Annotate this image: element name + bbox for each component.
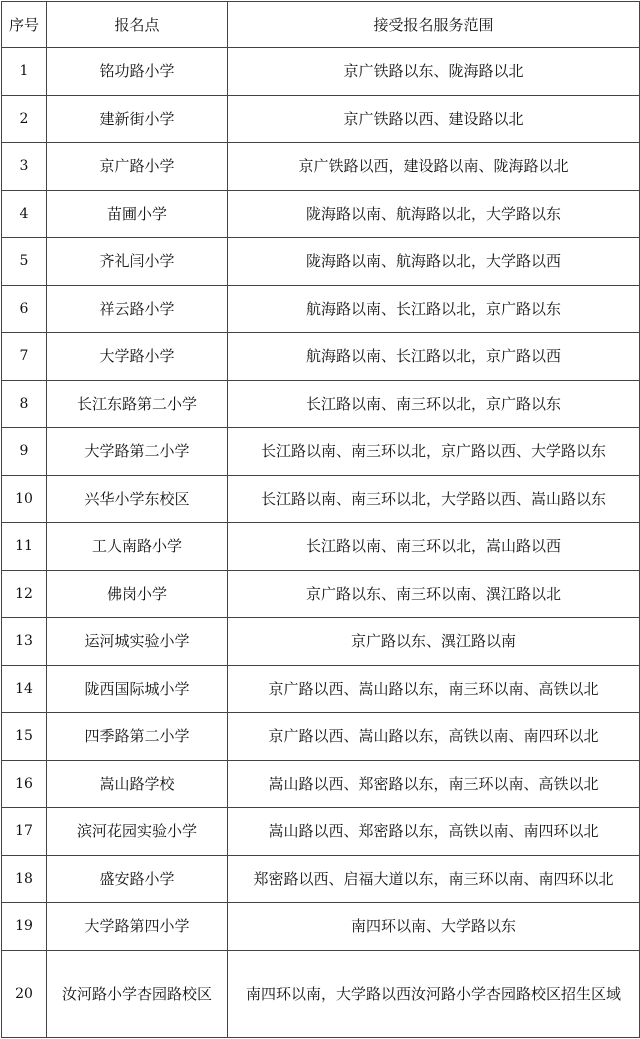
school-name-cell: 大学路第二小学 (47, 428, 228, 476)
service-range-cell: 京广铁路以东、陇海路以北 (228, 48, 640, 96)
table-row (2, 618, 640, 666)
table-row (2, 95, 640, 143)
table-row (2, 713, 640, 761)
service-range-cell: 航海路以南、长江路以北，京广路以东 (228, 285, 640, 333)
row-number-cell: 12 (2, 570, 47, 618)
row-number-cell: 9 (2, 428, 47, 476)
school-name-cell: 佛岗小学 (47, 570, 228, 618)
service-range-cell: 京广路以西、嵩山路以东，南三环以南、高铁以北 (228, 665, 640, 713)
service-range-cell: 长江路以南、南三环以北，京广路以东 (228, 380, 640, 428)
service-range-cell: 嵩山路以西、郑密路以东，高铁以南、南四环以北 (228, 808, 640, 856)
row-number-cell: 4 (2, 190, 47, 238)
school-name-cell: 嵩山路学校 (47, 760, 228, 808)
table-row (2, 285, 640, 333)
table-row (2, 190, 640, 238)
school-name-cell: 四季路第二小学 (47, 713, 228, 761)
school-name-cell: 滨河花园实验小学 (47, 808, 228, 856)
table-row (2, 570, 640, 618)
row-number-cell: 11 (2, 523, 47, 571)
header-row (2, 2, 640, 48)
service-range-cell: 南四环以南，大学路以西汝河路小学杏园路校区招生区域 (228, 950, 640, 1037)
school-name-cell: 祥云路小学 (47, 285, 228, 333)
table-row (2, 475, 640, 523)
service-range-cell: 长江路以南、南三环以北，大学路以西、嵩山路以东 (228, 475, 640, 523)
school-name-cell: 汝河路小学杏园路校区 (47, 950, 228, 1037)
table-row (2, 855, 640, 903)
row-number-cell: 19 (2, 903, 47, 951)
row-number-cell: 2 (2, 95, 47, 143)
table-row (2, 950, 640, 1037)
school-name-cell: 铭功路小学 (47, 48, 228, 96)
header-number: 序号 (2, 2, 47, 48)
service-range-cell: 嵩山路以西、郑密路以东，南三环以南、高铁以北 (228, 760, 640, 808)
service-range-cell: 南四环以南、大学路以东 (228, 903, 640, 951)
header-school: 报名点 (47, 2, 228, 48)
service-range-cell: 京广路以东、潩江路以南 (228, 618, 640, 666)
row-number-cell: 18 (2, 855, 47, 903)
table-row (2, 760, 640, 808)
school-name-cell: 盛安路小学 (47, 855, 228, 903)
service-range-cell: 陇海路以南、航海路以北，大学路以西 (228, 238, 640, 286)
service-range-cell: 陇海路以南、航海路以北，大学路以东 (228, 190, 640, 238)
service-range-cell: 长江路以南、南三环以北，嵩山路以西 (228, 523, 640, 571)
table-row (2, 143, 640, 191)
service-range-cell: 郑密路以西、启福大道以东，南三环以南、南四环以北 (228, 855, 640, 903)
table-row (2, 380, 640, 428)
school-name-cell: 京广路小学 (47, 143, 228, 191)
row-number-cell: 13 (2, 618, 47, 666)
table-row (2, 333, 640, 381)
row-number-cell: 7 (2, 333, 47, 381)
school-name-cell: 工人南路小学 (47, 523, 228, 571)
row-number-cell: 15 (2, 713, 47, 761)
school-name-cell: 大学路小学 (47, 333, 228, 381)
table-body (2, 48, 640, 1038)
service-range-cell: 京广铁路以西、建设路以北 (228, 95, 640, 143)
table-row (2, 238, 640, 286)
table-row (2, 428, 640, 476)
header-range: 接受报名服务范围 (228, 2, 640, 48)
service-range-cell: 航海路以南、长江路以北，京广路以西 (228, 333, 640, 381)
table-row (2, 808, 640, 856)
service-range-cell: 京广路以东、南三环以南、潩江路以北 (228, 570, 640, 618)
row-number-cell: 5 (2, 238, 47, 286)
row-number-cell: 17 (2, 808, 47, 856)
row-number-cell: 6 (2, 285, 47, 333)
row-number-cell: 20 (2, 950, 47, 1037)
school-name-cell: 大学路第四小学 (47, 903, 228, 951)
enrollment-table (1, 1, 640, 1038)
table-row (2, 665, 640, 713)
row-number-cell: 3 (2, 143, 47, 191)
table-row (2, 523, 640, 571)
school-name-cell: 运河城实验小学 (47, 618, 228, 666)
table-header (2, 2, 640, 48)
row-number-cell: 10 (2, 475, 47, 523)
service-range-cell: 长江路以南、南三环以北，京广路以西、大学路以东 (228, 428, 640, 476)
school-name-cell: 苗圃小学 (47, 190, 228, 238)
service-range-cell: 京广路以西、嵩山路以东，高铁以南、南四环以北 (228, 713, 640, 761)
row-number-cell: 1 (2, 48, 47, 96)
table-row (2, 903, 640, 951)
school-name-cell: 建新街小学 (47, 95, 228, 143)
row-number-cell: 8 (2, 380, 47, 428)
row-number-cell: 14 (2, 665, 47, 713)
school-name-cell: 齐礼闫小学 (47, 238, 228, 286)
school-name-cell: 陇西国际城小学 (47, 665, 228, 713)
row-number-cell: 16 (2, 760, 47, 808)
school-name-cell: 长江东路第二小学 (47, 380, 228, 428)
table-row (2, 48, 640, 96)
school-name-cell: 兴华小学东校区 (47, 475, 228, 523)
service-range-cell: 京广铁路以西，建设路以南、陇海路以北 (228, 143, 640, 191)
